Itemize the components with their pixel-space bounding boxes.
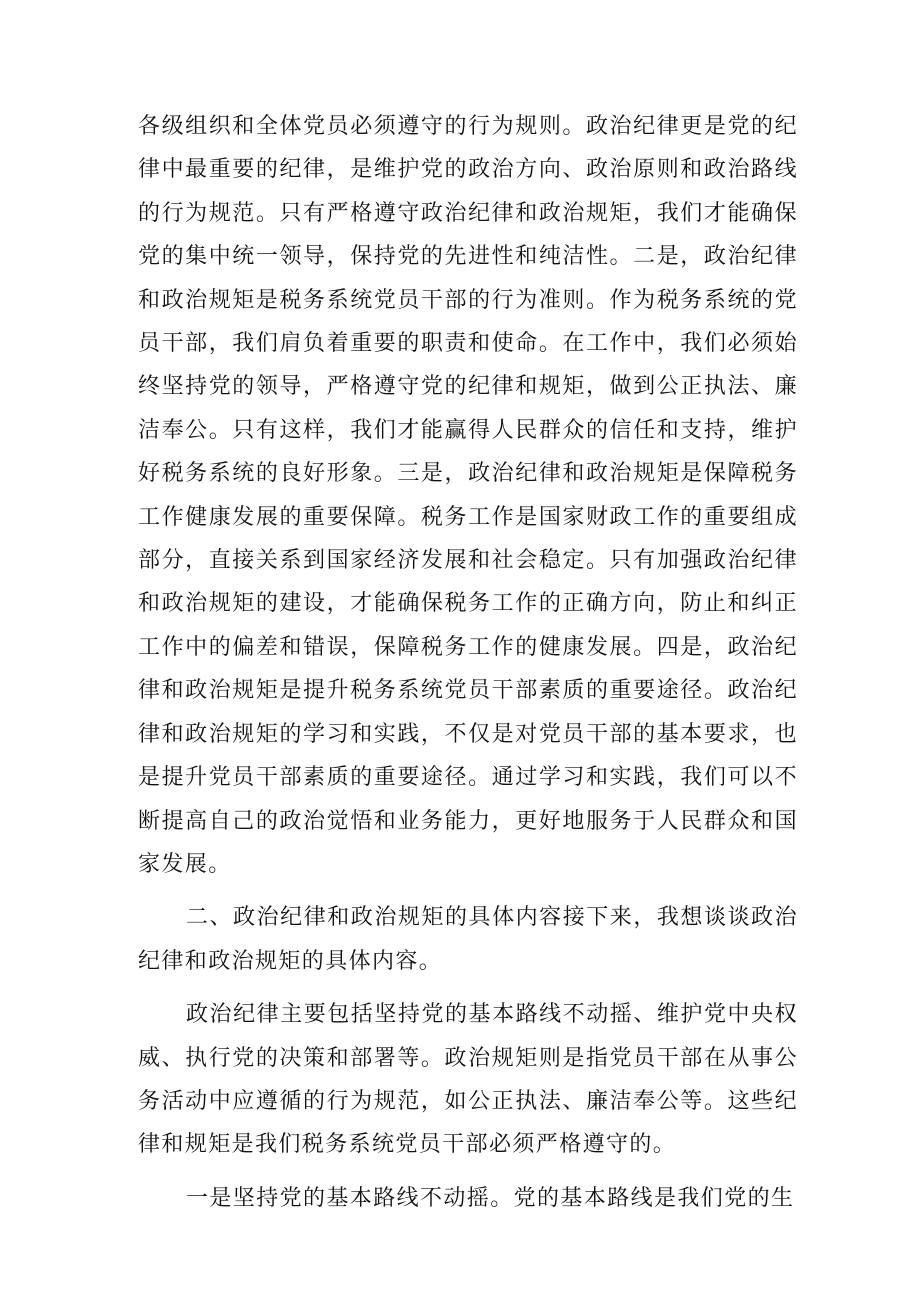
- paragraph-3: 政治纪律主要包括坚持党的基本路线不动摇、维护党中央权威、执行党的决策和部署等。政治规矩则是指党员干部在从事公务活动中应遵循的行为规范，如公正执法、廉洁奉公等。这些纪律和规矩是我们税务系统党员干部必须严格遵守的。: [138, 1002, 798, 1158]
- paragraph-2: 二、政治纪律和政治规矩的具体内容接下来，我想谈谈政治纪律和政治规矩的具体内容。: [138, 905, 798, 974]
- paragraph-1: 各级组织和全体党员必须遵守的行为规则。政治纪律更是党的纪律中最重要的纪律，是维护党的政治方向、政治原则和政治路线的行为规范。只有严格遵守政治纪律和政治规矩，我们才能确保党的集中统一领导，保持党的先进性和纯洁性。二是，政治纪律和政治规矩是税务系统党员干部的行为准则。作为税务系统的党员干部，我们肩负着重要的职责和使命。在工作中，我们必须始终坚持党的领导，严格遵守党的纪律和规矩，做到公正执法、廉洁奉公。只有这样，我们才能赢得人民群众的信任和支持，维护好税务系统的良好形象。三是，政治纪律和政治规矩是保障税务工作健康发展的重要保障。税务工作是国家财政工作的重要组成部分，直接关系到国家经济发展和社会稳定。只有加强政治纪律和政治规矩的建设，才能确保税务工作的正确方向，防止和纠正工作中的偏差和错误，保障税务工作的健康发展。四是，政治纪律和政治规矩是提升税务系统党员干部素质的重要途径。政治纪律和政治规矩的学习和实践，不仅是对党员干部的基本要求，也是提升党员干部素质的重要途径。通过学习和实践，我们可以不断提高自己的政治觉悟和业务能力，更好地服务于人民群众和国家发展。: [138, 114, 798, 877]
- document-body: [138, 105, 798, 1220]
- paragraph-4: 一是坚持党的基本路线不动摇。党的基本路线是我们党的生: [186, 1185, 795, 1211]
